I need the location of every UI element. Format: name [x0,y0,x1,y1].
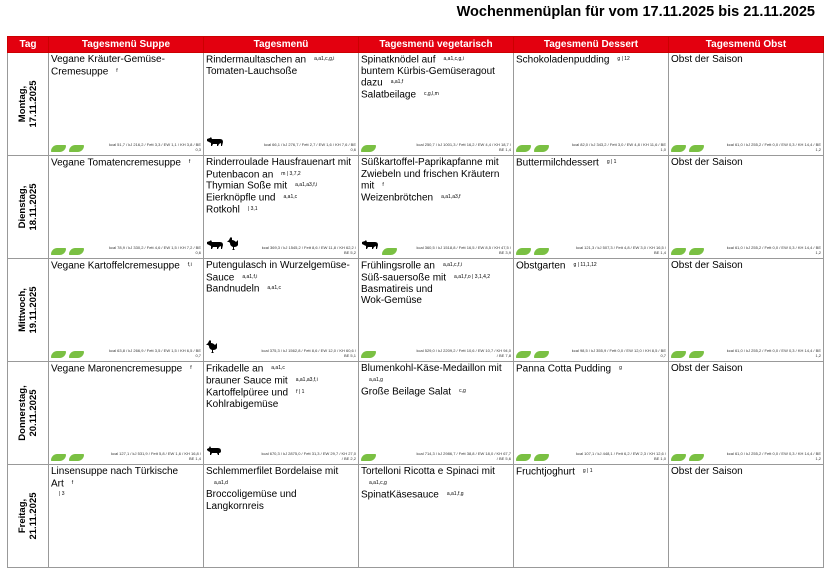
allergen-codes: m | 3,7,2 [281,170,301,177]
dish-line [516,466,666,478]
dish-line [206,478,356,490]
menu-cell [514,259,669,362]
dish-line [206,466,356,478]
day-name: Freitag, [17,498,28,534]
dish-name: SpinatKäsesauce [361,489,439,501]
dish-line [51,489,201,501]
dish-text [671,466,821,478]
dish-line [671,157,821,169]
dish-text [671,363,821,375]
menu-cell [669,259,824,362]
dish-name: Panna Cotta Pudding [516,363,612,375]
dish-name: Obstgarten [516,260,566,272]
food-icons [361,351,376,358]
dish-line [671,466,821,478]
dish-name: Buttermilchdessert [516,157,599,169]
dish-text [361,260,511,307]
menu-cell [669,156,824,259]
dish-text [361,363,511,398]
dish-line [206,272,356,284]
dish-line [671,363,821,375]
dish-text [671,157,821,169]
dish-line [206,363,356,375]
nutrition-info: kcal 369,3 / kJ 1545,2 / Fett 8,6 / EW 11,8 / KH 62,2 / BE 5,2 [261,245,356,255]
menu-cell [204,362,359,465]
leaf-icon [69,248,84,255]
dish-line [361,260,511,272]
dish-name: Große Beilage Salat [361,386,452,398]
column-header: Tagesmenü vegetarisch [359,37,514,53]
dish-line [361,192,511,204]
allergen-codes: a,a1,c,g,i [314,56,335,62]
dish-name: Vegane Maronencremesuppe [51,363,183,375]
dish-name: Blumenkohl-Käse-Medaillon mit [361,363,502,374]
day-row [8,156,824,259]
menu-cell [204,53,359,156]
leaf-icon [689,248,704,255]
dish-text [516,260,666,272]
food-icons [51,145,84,152]
cow-icon [206,237,224,255]
leaf-icon [671,248,686,255]
dish-name: Schlemmerfilet Bordelaise mit [206,466,339,477]
leaf-icon [361,454,376,461]
nutrition-info: kcal 61,0 / kJ 255,2 / Fett 0,0 / EW 0,3 / KH 14,4 / BE 1,2 [726,245,821,255]
nutrition-info: kcal 529,0 / kJ 2209,2 / Fett 10,6 / EW 10,7 / KH 94,0 / BE 7,8 [416,348,511,358]
leaf-icon [671,145,686,152]
food-icons [671,351,704,358]
day-name: Dienstag, [17,185,28,229]
nutrition-info: kcal 714,3 / kJ 2986,7 / Fett 38,8 / EW 18,0 / KH 67,7 / BE 5,6 [416,451,511,461]
dish-name: Rindermaultaschen an [206,54,307,66]
food-icons [671,145,704,152]
dish-text [51,466,201,501]
dish-name: Weizenbrötchen [361,192,434,204]
dish-line [516,260,666,272]
dish-text [51,260,201,272]
dish-name: dazu [361,77,383,89]
leaf-icon [671,351,686,358]
dish-text [516,363,666,375]
food-icons [51,454,84,461]
nutrition-info: kcal 107,1 / kJ 448,1 / Fett 6,2 / EW 2,3 / KH 12,6 / BE 1,0 [575,451,666,461]
dish-name: Zwiebeln und frischen Kräutern [361,168,500,180]
menu-cell [49,156,204,259]
dish-text [206,466,356,512]
leaf-icon [361,145,376,152]
dish-name: Bandnudeln [206,283,260,295]
nutrition-info: kcal 127,1 / kJ 531,9 / Fett 5,8 / EW 1,6 / KH 16,8 / BE 1,4 [110,451,201,461]
leaf-icon [516,351,531,358]
allergen-codes: f,i [187,262,192,268]
dish-name: Cremesuppe [51,65,109,77]
dish-line [361,169,511,181]
dish-text [206,363,356,410]
dish-name: Obst der Saison [671,260,743,271]
leaf-icon [534,145,549,152]
day-row [8,465,824,568]
food-icons [671,248,704,255]
dish-line [361,363,511,375]
dish-line [51,54,201,66]
menu-cell [514,465,669,568]
dish-line [51,363,201,375]
nutrition-info: kcal 78,9 / kJ 330,2 / Fett 4,6 / EW 1,5 / KH 7,2 / BE 0,6 [108,245,201,255]
allergen-codes: f [188,159,191,165]
dish-line [206,387,356,399]
dish-line [671,260,821,272]
dish-name: Linsensuppe nach Türkische Art [51,466,179,489]
allergen-codes: a,a1,d [214,479,228,486]
dish-line [206,501,356,513]
menu-cell [514,362,669,465]
menu-cell [359,259,514,362]
day-label [17,183,39,230]
dish-name: Eierknöpfle und [206,192,276,204]
food-icons [206,237,239,255]
allergen-codes: g | 12 [617,56,630,62]
allergen-codes: a,a1,f [390,79,404,86]
leaf-icon [69,454,84,461]
nutrition-info: kcal 98,5 / kJ 355,9 / Fett 0,0 / EW 12,0 / KH 8,5 / BE 0,7 [571,348,666,358]
dish-text [361,54,511,101]
day-cell [8,53,49,156]
menu-cell [204,465,359,568]
allergen-codes: a,a1,g [369,376,383,383]
allergen-codes: f [71,479,74,486]
leaf-icon [689,351,704,358]
cow-icon [206,134,224,152]
dish-text [51,54,201,77]
menu-cell [359,53,514,156]
menu-cell [359,156,514,259]
day-cell [8,362,49,465]
dish-name: Langkornreis [206,500,264,512]
allergen-codes: a,a1,f,o | 3,1,4,2 [454,273,491,280]
dish-text [671,54,821,66]
dish-line [51,66,201,78]
dish-line [51,466,201,489]
dish-name: Tortelloni Ricotta e Spinaci mit [361,466,495,477]
leaf-icon [516,454,531,461]
leaf-icon [51,351,66,358]
nutrition-info: kcal 82,0 / kJ 343,2 / Fett 3,0 / EW 4,8 / KH 11,6 / BE 1,0 [572,142,666,152]
allergen-codes: c,g [459,388,466,395]
allergen-codes: a,a1,c [271,365,285,371]
dish-name: Tomaten-Lauchsoße [206,65,298,77]
dish-name: brauner Sauce mit [206,375,288,387]
dish-name: Putenbacon an [206,168,274,180]
dish-line [361,272,511,284]
dish-line [51,260,201,272]
dish-name: Frühlingsrolle an [361,260,435,272]
nutrition-info: kcal 66,1 / kJ 276,7 / Fett 2,7 / EW 1,6 / KH 7,6 / BE 0,6 [263,142,356,152]
dish-line [206,489,356,501]
dish-name: Vegane Tomatencremesuppe [51,157,181,169]
leaf-icon [534,351,549,358]
allergen-codes: a,a1,c,g,i [443,56,464,62]
dish-line [206,66,356,78]
column-header: Tagesmenü Suppe [49,37,204,53]
dish-line [206,375,356,387]
dish-line [206,192,356,204]
nutrition-info: kcal 360,5 / kJ 1518,8 / Fett 16,5 / EW 8,5 / KH 47,5 / BE 3,9 [416,245,511,255]
day-cell [8,259,49,362]
allergen-codes: | 3,1 [247,206,258,213]
dish-line [361,478,511,490]
food-icons [516,351,549,358]
day-date: 18.11.2025 [28,183,39,231]
dish-name: Broccoligemüse und [206,489,297,501]
dish-text [206,54,356,77]
dish-line [361,386,511,398]
dish-name: Kartoffelpüree und [206,387,289,399]
dish-text [51,157,201,169]
food-icons [516,145,549,152]
dish-line [361,489,511,501]
leaf-icon [51,454,66,461]
day-date: 19.11.2025 [28,286,39,334]
page-title: Wochenmenüplan für vom 17.11.2025 bis 21.11.2025 [456,4,815,20]
dish-name: Süßkartoffel-Paprikapfanne mit [361,157,499,168]
dish-name: Sauce [206,271,235,283]
dish-line [206,204,356,216]
day-date: 17.11.2025 [28,80,39,128]
column-header: Tagesmenü Obst [669,37,824,53]
day-label [17,492,39,539]
food-icons [671,454,704,461]
menu-cell [669,465,824,568]
chicken-icon [227,237,239,255]
nutrition-info: kcal 63,8 / kJ 266,9 / Fett 3,5 / EW 1,5 / KH 6,5 / BE 0,7 [108,348,201,358]
food-icons [516,454,549,461]
dish-text [516,466,666,478]
day-row [8,53,824,156]
dish-name: Putengulasch in Wurzelgemüse- [206,260,350,271]
allergen-codes: a,a1,a3,f [441,193,461,200]
dish-line [361,295,511,307]
food-icons [51,248,84,255]
day-label [17,286,39,333]
allergen-codes: c,g,l,m [424,91,439,98]
allergen-codes: a,a1,a3,f,i [295,376,318,383]
nutrition-info: kcal 250,7 / kJ 1001,3 / Fett 16,2 / EW 4,4 / KH 18,7 / BE 1,4 [416,142,511,152]
day-row [8,259,824,362]
dish-text [206,157,356,216]
dish-name: Rotkohl [206,204,240,216]
dish-text [361,466,511,501]
nutrition-info: kcal 670,3 / kJ 2875,0 / Fett 31,3 / EW 29,7 / KH 27,0 / BE 2,2 [261,451,356,461]
allergen-codes: a,a1,c,g [369,479,387,486]
food-icons [361,145,376,152]
dish-line [361,180,511,192]
food-icons [206,134,224,152]
dish-name: Basmatireis und [361,283,433,295]
allergen-codes: g | 1 [582,468,593,474]
food-icons [206,340,218,358]
menu-cell [669,53,824,156]
dish-text [516,54,666,66]
leaf-icon [689,454,704,461]
dish-line [361,89,511,101]
leaf-icon [534,454,549,461]
menu-cell [204,259,359,362]
dish-text [516,157,666,169]
dish-line [361,375,511,387]
dish-line [361,77,511,89]
allergen-codes: f | 1 [296,388,305,395]
allergen-codes: a,a1,a3,f,i [295,182,318,189]
menu-cell [669,362,824,465]
dish-line [361,66,511,78]
nutrition-info: kcal 61,0 / kJ 255,2 / Fett 0,0 / EW 0,3 / KH 14,4 / BE 1,2 [726,142,821,152]
allergen-codes: a,a1,c [267,285,282,292]
allergen-codes: g | 1 [606,159,617,165]
allergen-codes: g [619,365,622,371]
dish-line [361,284,511,296]
dish-line [206,169,356,181]
menu-cell [204,156,359,259]
dish-text [51,363,201,375]
dish-name: Rinderroulade Hausfrauenart mit [206,157,352,168]
dish-line [206,399,356,411]
dish-text [206,260,356,295]
allergen-codes: f [382,182,384,188]
dish-name: Salatbeilage [361,89,417,101]
dish-line [671,54,821,66]
leaf-icon [689,145,704,152]
menu-cell [514,53,669,156]
dish-text [671,260,821,272]
dish-name: Kohlrabigemüse [206,398,279,410]
allergen-codes: a,a1,c,f,i [442,262,462,268]
nutrition-info: kcal 61,0 / kJ 255,2 / Fett 0,0 / EW 0,3 / KH 14,4 / BE 1,2 [726,451,821,461]
dish-name: mit [361,180,375,192]
allergen-codes: a,a1,c [283,194,298,201]
dish-line [206,54,356,66]
column-header: Tag [8,37,49,53]
column-header: Tagesmenü Dessert [514,37,669,53]
nutrition-info: kcal 51,7 / kJ 216,2 / Fett 3,3 / EW 1,1 / KH 3,8 / BE 0,3 [108,142,201,152]
dish-line [361,466,511,478]
day-cell [8,465,49,568]
day-label [17,385,39,440]
day-name: Donnerstag, [17,385,28,441]
allergen-codes: a,a1,f,i [242,273,258,280]
dish-name: buntem Kürbis-Gemüseragout [361,65,495,77]
day-row [8,362,824,465]
dish-line [361,157,511,169]
day-cell [8,156,49,259]
leaf-icon [516,145,531,152]
header-row [8,37,824,53]
food-icons [516,248,549,255]
dish-name: Thymian Soße mit [206,180,288,192]
column-header: Tagesmenü [204,37,359,53]
dish-name: Spinatknödel auf [361,54,436,66]
nutrition-info: kcal 375,3 / kJ 1562,8 / Fett 8,6 / EW 12,0 / KH 60,6 / BE 5,1 [261,348,356,358]
allergen-codes: | 3 [59,491,65,498]
chicken-icon [206,340,218,358]
leaf-icon [69,145,84,152]
food-icons [206,443,222,461]
food-icons [361,237,397,255]
leaf-icon [69,351,84,358]
dish-line [206,260,356,272]
dish-line [516,54,666,66]
dish-name: Fruchtjoghurt [516,466,575,478]
dish-line [516,157,666,169]
leaf-icon [51,248,66,255]
leaf-icon [382,248,397,255]
nutrition-info: kcal 121,3 / kJ 507,3 / Fett 4,8 / EW 3,0 / KH 16,5 / BE 1,4 [575,245,666,255]
allergen-codes: f [190,365,192,371]
nutrition-info: kcal 61,0 / kJ 255,2 / Fett 0,0 / EW 0,3 / KH 14,4 / BE 1,2 [726,348,821,358]
dish-name: Vegane Kartoffelcremesuppe [51,260,180,272]
dish-line [206,180,356,192]
allergen-codes: g | 11,1,12 [573,262,597,268]
cow-icon [361,237,379,255]
leaf-icon [671,454,686,461]
dish-text [361,157,511,204]
dish-name: Obst der Saison [671,157,743,168]
dish-line [206,283,356,295]
leaf-icon [534,248,549,255]
day-label [17,80,39,127]
menu-cell [49,53,204,156]
dish-name: Frikadelle an [206,363,264,375]
menu-cell [49,259,204,362]
leaf-icon [516,248,531,255]
food-icons [51,351,84,358]
leaf-icon [361,351,376,358]
dish-line [206,157,356,169]
leaf-icon [51,145,66,152]
dish-name: Süß-sauersoße mit [361,272,447,284]
dish-name: Obst der Saison [671,363,743,374]
dish-name: Schokoladenpudding [516,54,610,66]
dish-name: Obst der Saison [671,54,743,65]
dish-name: Wok-Gemüse [361,295,422,307]
dish-line [361,54,511,66]
menu-cell [359,465,514,568]
menu-cell [49,362,204,465]
allergen-codes: a,a1,f,g [446,491,464,498]
pig-icon [206,443,222,461]
day-date: 20.11.2025 [28,389,39,437]
menu-cell [514,156,669,259]
food-icons [361,454,376,461]
dish-line [516,363,666,375]
day-date: 21.11.2025 [28,492,39,540]
dish-name: Obst der Saison [671,466,743,477]
menu-table [7,36,824,568]
menu-cell [359,362,514,465]
day-name: Mittwoch, [17,288,28,332]
dish-line [51,157,201,169]
allergen-codes: f [116,67,118,74]
menu-cell [49,465,204,568]
day-name: Montag, [17,85,28,123]
dish-name: Vegane Kräuter-Gemüse- [51,54,165,65]
